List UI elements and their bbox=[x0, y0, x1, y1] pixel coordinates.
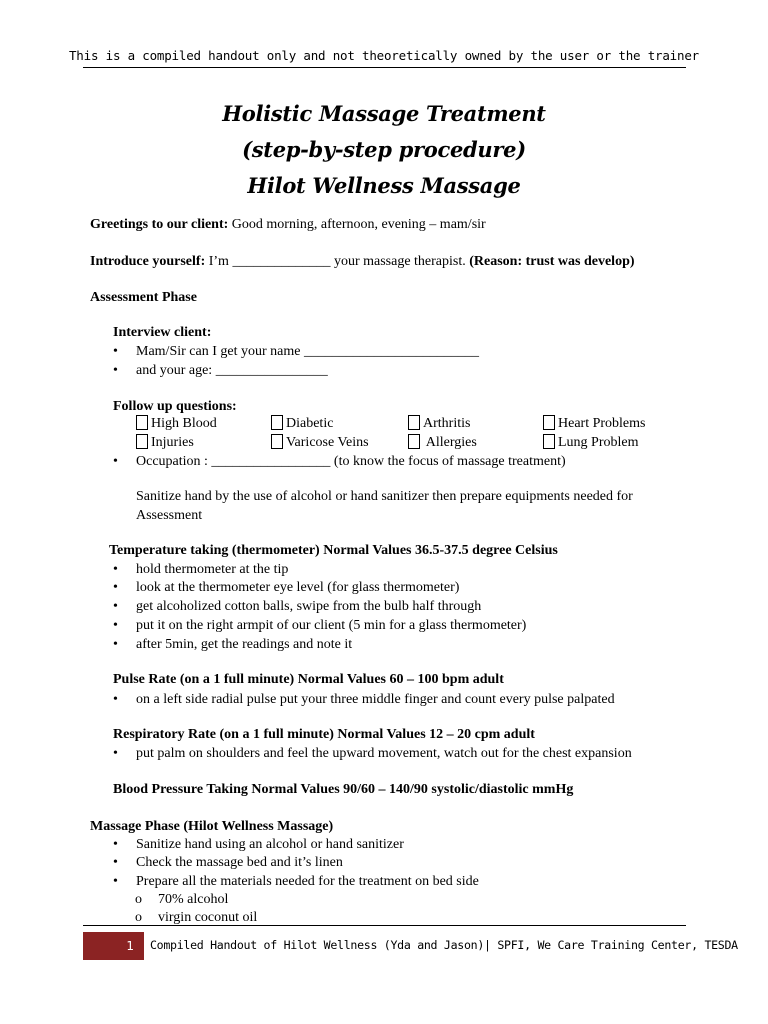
checkbox-high-blood[interactable] bbox=[136, 415, 217, 433]
checkbox-label: Varicose Veins bbox=[286, 435, 369, 450]
checkbox-diabetic[interactable] bbox=[271, 415, 333, 433]
checkbox-box[interactable] bbox=[136, 415, 148, 430]
sanitize-instruction-cont: Assessment bbox=[136, 508, 203, 523]
massage-heading: Massage Phase (Hilot Wellness Massage) bbox=[90, 819, 334, 834]
assessment-heading: Assessment Phase bbox=[90, 290, 197, 305]
list-item: • put palm on shoulders and feel the upward movement, watch out for the chest expansion bbox=[136, 745, 632, 763]
list-item: • on a left side radial pulse put your three middle finger and count every pulse palpated bbox=[136, 691, 615, 709]
checkbox-box[interactable] bbox=[408, 434, 420, 449]
list-item: • Sanitize hand using an alcohol or hand sanitizer bbox=[136, 836, 404, 854]
footer-text: Compiled Handout of Hilot Wellness (Yda and Jason)| SPFI, We Care Training Center, TESDA bbox=[150, 938, 738, 952]
checkbox-box[interactable] bbox=[543, 434, 555, 449]
sub-list-item: o 70% alcohol bbox=[158, 891, 228, 909]
temperature-heading: Temperature taking (thermometer) Normal Values 36.5-37.5 degree Celsius bbox=[109, 543, 558, 558]
checkbox-label: Allergies bbox=[423, 435, 477, 450]
list-item: • Mam/Sir can I get your name _________________________ bbox=[136, 343, 479, 361]
checkbox-lung-problem[interactable] bbox=[543, 434, 639, 452]
list-item: • look at the thermometer eye level (for glass thermometer) bbox=[136, 579, 459, 597]
checkbox-label: Diabetic bbox=[286, 416, 334, 431]
introduce-text: I’m ______________ your massage therapist. bbox=[205, 254, 470, 269]
document-title: Holistic Massage Treatment bbox=[222, 101, 546, 126]
checkbox-label: Heart Problems bbox=[558, 416, 646, 431]
checkbox-label: Arthritis bbox=[423, 416, 471, 431]
sub-list-item: o virgin coconut oil bbox=[158, 909, 257, 927]
checkbox-label: High Blood bbox=[151, 416, 217, 431]
checkbox-box[interactable] bbox=[408, 415, 420, 430]
list-item: • Check the massage bed and it’s linen bbox=[136, 854, 343, 872]
list-item: • and your age: ________________ bbox=[136, 362, 328, 380]
checkbox-arthritis[interactable] bbox=[408, 415, 470, 433]
checkbox-injuries[interactable] bbox=[136, 434, 194, 452]
checkbox-box[interactable] bbox=[271, 434, 283, 449]
pulse-heading: Pulse Rate (on a 1 full minute) Normal Values 60 – 100 bpm adult bbox=[113, 672, 504, 687]
blood-pressure-heading: Blood Pressure Taking Normal Values 90/60 – 140/90 systolic/diastolic mmHg bbox=[113, 782, 574, 797]
checkbox-label: Lung Problem bbox=[558, 435, 639, 450]
page-number: 1 bbox=[83, 932, 144, 960]
greetings-label: Greetings to our client: bbox=[90, 217, 229, 232]
occupation-item: • Occupation : _________________ (to know the focus of massage treatment) bbox=[136, 453, 566, 471]
footer-divider bbox=[83, 925, 686, 926]
followup-heading: Follow up questions: bbox=[113, 399, 237, 414]
respiratory-heading: Respiratory Rate (on a 1 full minute) Normal Values 12 – 20 cpm adult bbox=[113, 727, 535, 742]
list-item: • after 5min, get the readings and note it bbox=[136, 636, 352, 654]
checkbox-allergies[interactable] bbox=[408, 434, 477, 452]
list-item: • Prepare all the materials needed for the treatment on bed side bbox=[136, 873, 479, 891]
list-item: • put it on the right armpit of our client (5 min for a glass thermometer) bbox=[136, 617, 526, 635]
document-subtitle: (step-by-step procedure) bbox=[242, 137, 526, 162]
checkbox-box[interactable] bbox=[543, 415, 555, 430]
greetings-line bbox=[90, 216, 486, 234]
interview-heading: Interview client: bbox=[113, 325, 212, 340]
introduce-line bbox=[90, 253, 635, 271]
checkbox-label: Injuries bbox=[151, 435, 194, 450]
introduce-label: Introduce yourself: bbox=[90, 254, 206, 269]
header-divider bbox=[83, 67, 686, 68]
header-note: This is a compiled handout only and not theoretically owned by the user or the trainer bbox=[68, 48, 699, 63]
checkbox-varicose-veins[interactable] bbox=[271, 434, 369, 452]
checkbox-box[interactable] bbox=[271, 415, 283, 430]
list-item: • hold thermometer at the tip bbox=[136, 561, 288, 579]
checkbox-heart-problems[interactable] bbox=[543, 415, 645, 433]
greetings-text: Good morning, afternoon, evening – mam/sir bbox=[228, 217, 486, 232]
sanitize-instruction: Sanitize hand by the use of alcohol or hand sanitizer then prepare equipments needed for bbox=[136, 489, 633, 504]
list-item: • get alcoholized cotton balls, swipe from the bulb half through bbox=[136, 598, 481, 616]
checkbox-box[interactable] bbox=[136, 434, 148, 449]
introduce-reason: (Reason: trust was develop) bbox=[469, 254, 635, 269]
document-subtitle-2: Hilot Wellness Massage bbox=[247, 173, 521, 198]
